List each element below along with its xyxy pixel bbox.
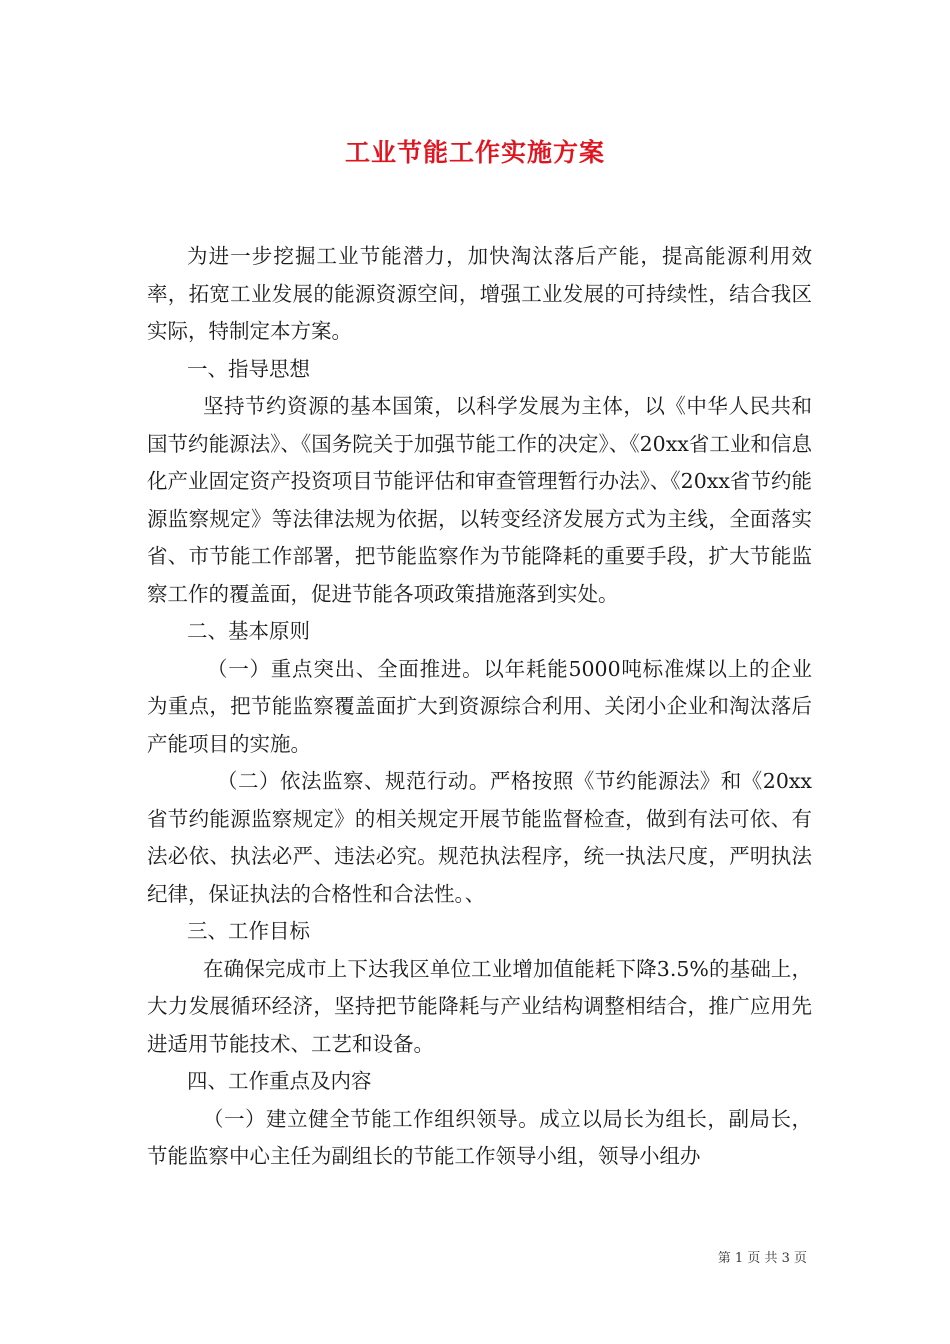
paragraph-focus-1: （一）建立健全节能工作组织领导。成立以局长为组长，副局长，节能监察中心主任为副组长的节能工作领导小组，领导小组办 [147,1106,812,1168]
document-title: 工业节能工作实施方案 [344,138,605,167]
paragraph-intro: 为进一步挖掘工业节能潜力，加快淘汰落后产能，提高能源利用效率，拓宽工业发展的能源资源空间，增强工业发展的可持续性，结合我区实际，特制定本方案。 [147,244,812,343]
page-number: 第 1 页 共 3 页 [717,1251,807,1266]
section-heading-1: 一、指导思想 [187,356,310,381]
document-body [147,238,812,1176]
paragraph-guiding-thought: 坚持节约资源的基本国策，以科学发展为主体，以《中华人民共和国节约能源法》、《国务院关于加强节能工作的决定》、《20xx省工业和信息化产业固定资产投资项目节能评估和审查管理暂行办法》、《20xx省节约能源监察规定》等法律法规为依据，以转变经济发展方式为主线，全面落实省、市节能工作部署，把节能监察作为节能降耗的重要手段，扩大节能监察工作的覆盖面，促进节能各项政策措施落到实处。 [147,394,812,606]
section-heading-3: 三、工作目标 [187,919,310,943]
paragraph-principle-1: （一）重点突出、全面推进。以年耗能5000吨标准煤以上的企业为重点，把节能监察覆盖面扩大到资源综合利用、关闭小企业和淘汰落后产能项目的实施。 [147,656,812,756]
section-heading-4: 四、工作重点及内容 [187,1069,372,1093]
paragraph-work-goal: 在确保完成市上下达我区单位工业增加值能耗下降3.5%的基础上，大力发展循环经济，坚持把节能降耗与产业结构调整相结合，推广应用先进适用节能技术、工艺和设备。 [147,956,812,1056]
paragraph-principle-2: （二）依法监察、规范行动。严格按照《节约能源法》和《20xx省节约能源监察规定》的相关规定开展节能监督检查，做到有法可依、有法必依、执法必严、违法必究。规范执法程序，统一执法尺度，严明执法纪律，保证执法的合格性和合法性。、 [147,769,812,906]
section-heading-2: 二、基本原则 [187,619,310,643]
